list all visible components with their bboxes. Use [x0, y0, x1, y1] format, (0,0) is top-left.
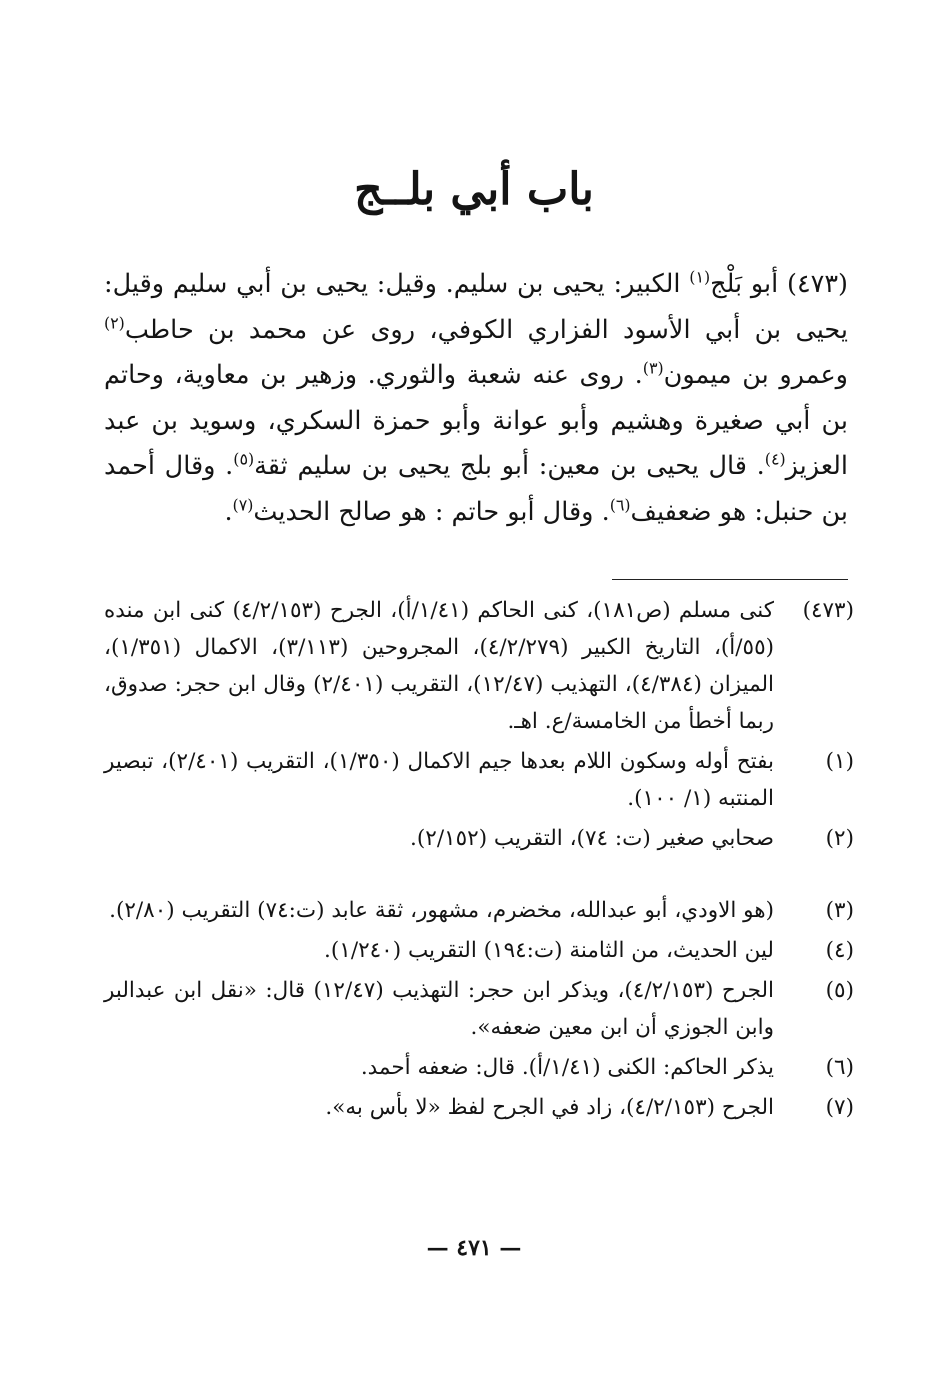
entry-text: (٤٧٣) أبو بَلْج — [710, 269, 848, 299]
footnote-text: الجرح (٤/٢/١٥٣)، زاد في الجرح لفظ «لا بأس به». — [325, 1095, 774, 1120]
footnote-text: يذكر الحاكم: الكنى (١/٤١/أ). قال: ضعفه أحمد. — [360, 1055, 774, 1080]
footnote-number: (٤٧٣) — [802, 598, 854, 623]
footnotes-section — [104, 592, 854, 1129]
footnote-divider — [612, 579, 848, 580]
footnote-ref: (٢) — [104, 313, 125, 332]
footnote-ref: (٥) — [233, 449, 255, 469]
footnote-text: كنى مسلم (ص١٨١)، كنى الحاكم (١/٤١/أ)، الجرح (٤/٢/١٥٣) كنى ابن منده (٥٥/أ)، التاريخ الكبير (٤/٢/٢٧٩)، المجروحين (٣/١١٣)، الاكمال (١/٣٥١)، الميزان (٤/٣٨٤)، التهذيب (١٢/٤٧)، التقريب (٢/٤٠١) وقال ابن حجر: صدوق، ربما أخطأ من الخامسة/ع. اهـ. — [104, 598, 775, 734]
footnote-number: (١) — [825, 749, 854, 774]
biography-entry — [104, 262, 848, 535]
footnote-text: بفتح أوله وسكون اللام بعدها جيم الاكمال (١/٣٥٠)، التقريب (٢/٤٠١)، تبصير المنتبه (١/ ١٠٠). — [104, 749, 774, 811]
footnote-ref: (٣) — [642, 358, 664, 378]
footnote-number: (٢) — [825, 826, 854, 851]
footnote — [104, 972, 854, 1046]
footnote — [104, 592, 854, 740]
footnote — [104, 743, 854, 817]
entry-text: . وقال أبو حاتم : هو صالح الحديث — [253, 496, 610, 527]
footnote-ref: (٤) — [764, 449, 786, 469]
footnote-text: صحابي صغير (ت: ٧٤)، التقريب (٢/١٥٢). — [410, 826, 774, 851]
footnote-number: (٣) — [825, 898, 854, 923]
page-number: — ٤٧١ — — [426, 1235, 522, 1261]
footnote-ref: (٧) — [232, 495, 254, 514]
footnote-text: الجرح (٤/٢/١٥٣)، ويذكر ابن حجر: التهذيب (١٢/٤٧) قال: «نقل ابن عبدالبر وابن الجوزي أن ابن معين ضعفه». — [104, 978, 774, 1040]
footnote-number: (٧) — [825, 1095, 854, 1120]
footnote — [104, 892, 854, 929]
footnote — [104, 1049, 854, 1086]
footnote-number: (٤) — [825, 938, 854, 963]
footnote-ref: (١) — [689, 267, 711, 287]
entry-text: الكبير: يحيى بن سليم. وقيل: يحيى بن أبي سليم وقيل: يحيى بن أبي الأسود الفزاري الكوفي، روى عن محمد بن حاطب — [104, 269, 848, 345]
footnote-text: لين الحديث، من الثامنة (ت:١٩٤) التقريب (١/٢٤٠). — [324, 938, 774, 963]
entry-text: . روى عنه شعبة والثوري. وزهير بن معاوية، وحاتم بن أبي صغيرة وهشيم وأبو عوانة وأبو حمزة السكري، وسويد بن عبد العزيز — [104, 360, 849, 481]
footnote — [104, 932, 854, 969]
chapter-title: باب أبي بلــج — [354, 164, 594, 215]
footnote-number: (٥) — [825, 978, 854, 1003]
entry-text: . — [224, 496, 233, 527]
footnote-number: (٦) — [825, 1055, 854, 1080]
footnote — [104, 820, 854, 857]
entry-text: وعمرو بن ميمون — [663, 360, 848, 390]
entry-text: . وقال أحمد بن حنبل: هو ضعفيف — [104, 451, 848, 527]
footnote — [104, 1089, 854, 1126]
entry-text: . قال يحيى بن معين: أبو بلج يحيى بن سليم ثقة — [254, 451, 765, 481]
footnote-ref: (٦) — [609, 495, 631, 514]
footnote-text: (هو الاودي، أبو عبدالله، مخضرم، مشهور، ثقة عابد (ت:٧٤) التقريب (٢/٨٠). — [109, 898, 774, 923]
